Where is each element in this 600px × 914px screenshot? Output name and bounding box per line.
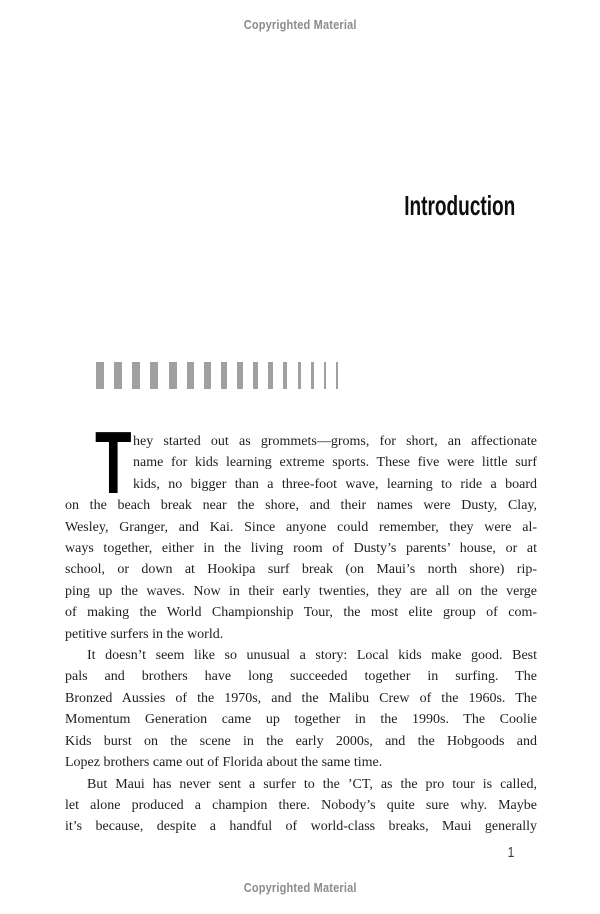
body-line: Momentum Generation came up together in the 1990s. The Coolie <box>65 712 537 728</box>
decoration-bar <box>237 362 243 389</box>
body-line: name for kids learning extreme sports. These five were little surf <box>133 455 537 471</box>
decoration-bar <box>253 362 258 389</box>
decoration-bar <box>96 362 104 389</box>
decoration-bars <box>96 362 338 389</box>
decoration-bar <box>324 362 326 389</box>
bottom-watermark-text: Copyrighted Material <box>243 881 357 895</box>
body-text <box>65 413 537 838</box>
decoration-bar <box>283 362 287 389</box>
body-line: it’s because, despite a handful of world-class breaks, Maui generally <box>65 819 537 835</box>
decoration-bar <box>336 362 338 389</box>
decoration-bar <box>132 362 140 389</box>
decoration-bar <box>169 362 177 389</box>
body-line: It doesn’t seem like so unusual a story: Local kids make good. Best <box>87 648 537 664</box>
top-watermark <box>0 18 600 32</box>
top-watermark-text: Copyrighted Material <box>243 18 357 32</box>
body-line: But Maui has never sent a surfer to the ’CT, as the pro tour is called, <box>87 776 537 792</box>
body-line: Kids burst on the scene in the early 2000s, and the Hobgoods and <box>65 733 537 749</box>
decoration-bar <box>268 362 273 389</box>
body-line: hey started out as grommets—groms, for short, an affectionate <box>133 434 537 449</box>
drop-cap <box>95 413 133 512</box>
body-line: pals and brothers have long succeeded together in surfing. The <box>65 669 537 685</box>
body-line: of making the World Championship Tour, the most elite group of com- <box>65 605 537 621</box>
drop-cap-letter: T <box>95 413 132 512</box>
decoration-bar <box>311 362 314 389</box>
body-line: petitive surfers in the world. <box>65 626 224 642</box>
chapter-title: Introduction <box>403 190 515 221</box>
body-line: kids, no bigger than a three-foot wave, learning to ride a board <box>133 476 537 492</box>
body-line: school, or down at Hookipa surf break (on Maui’s north shore) rip- <box>65 562 537 578</box>
page-number: 1 <box>507 844 514 861</box>
decoration-bar <box>221 362 227 389</box>
body-line: ways together, either in the living room of Dusty’s parents’ house, or at <box>65 541 537 557</box>
decoration-bar <box>114 362 122 389</box>
body-line: on the beach break near the shore, and their names were Dusty, Clay, <box>65 498 537 514</box>
body-line: Bronzed Aussies of the 1970s, and the Malibu Crew of the 1960s. The <box>65 690 537 706</box>
body-line: let alone produced a champion there. Nobody’s quite sure why. Maybe <box>65 797 537 813</box>
body-line: Lopez brothers came out of Florida about the same time. <box>65 755 383 771</box>
body-line: ping up the waves. Now in their early twenties, they are all on the verge <box>65 583 537 599</box>
decoration-bar <box>204 362 211 389</box>
decoration-bar <box>150 362 158 389</box>
decoration-bar <box>298 362 301 389</box>
bottom-watermark <box>0 881 600 895</box>
decoration-bar <box>187 362 194 389</box>
body-line: Wesley, Granger, and Kai. Since anyone could remember, they were al- <box>65 519 537 535</box>
